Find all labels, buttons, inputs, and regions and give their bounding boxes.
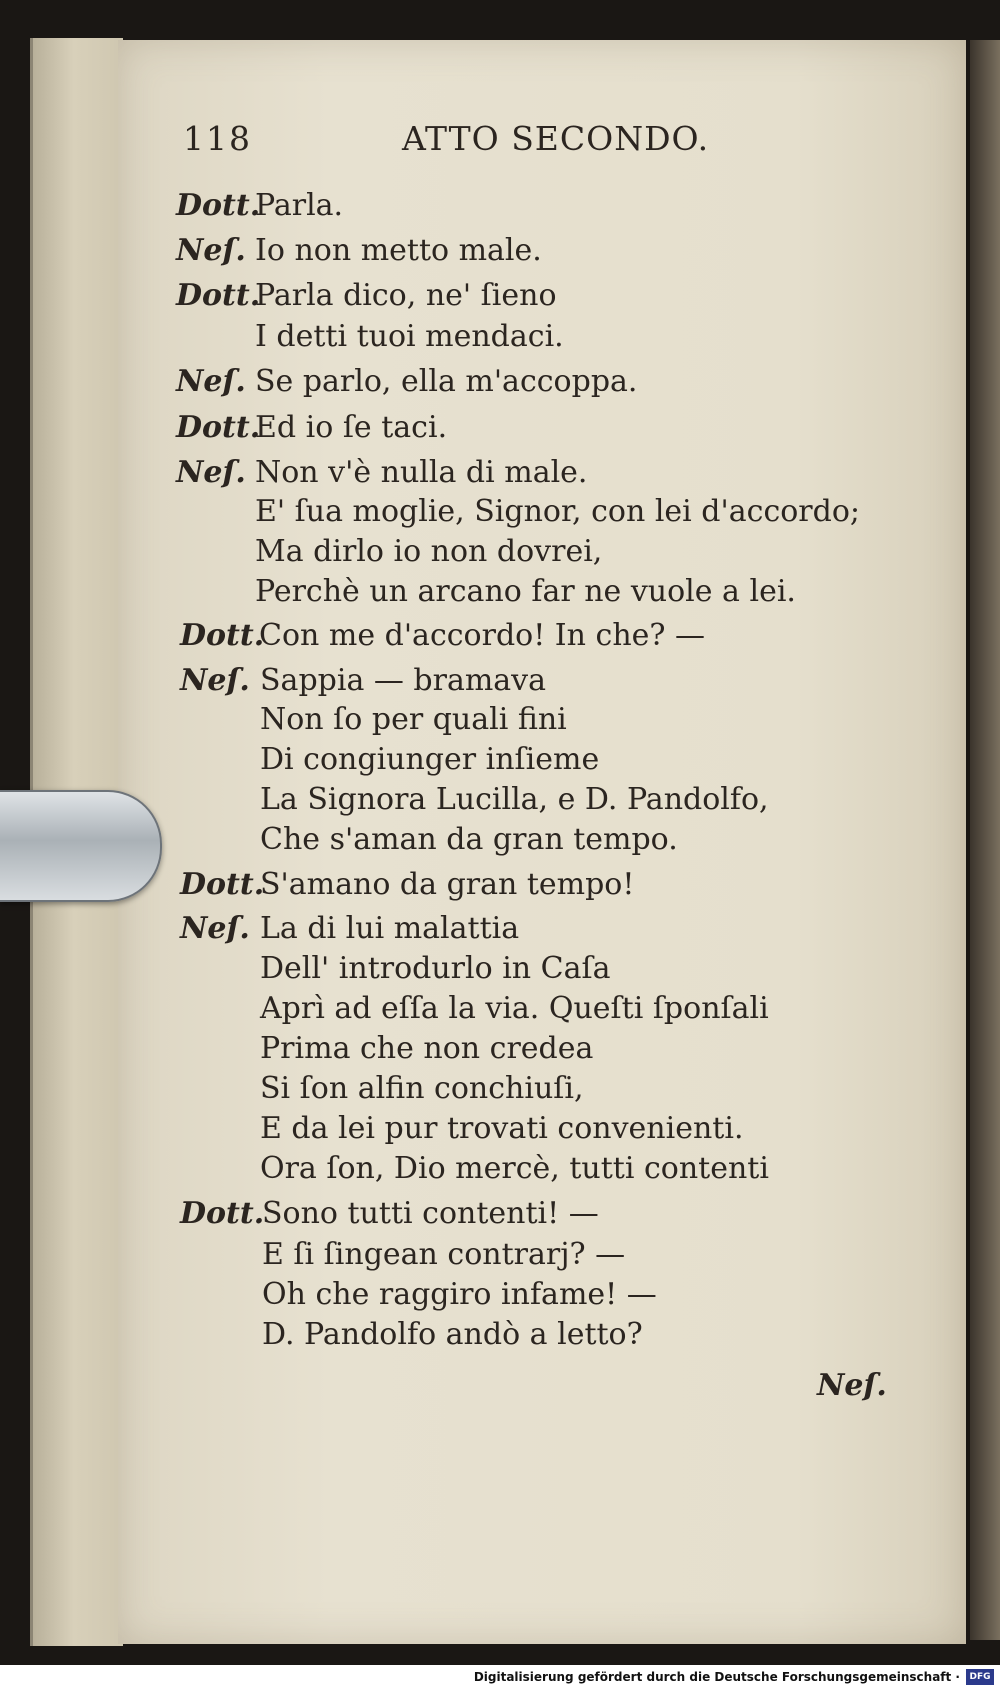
- dialogue-line: Si ſon alfin conchiuſi,: [260, 1071, 584, 1106]
- dialogue-line: Non ſo per quali fini: [260, 702, 567, 737]
- dfg-logo: DFG: [966, 1669, 994, 1685]
- dialogue-line: I detti tuoi mendaci.: [255, 319, 564, 354]
- catchword: Neſ.: [817, 1368, 887, 1403]
- speaker-label: Dott.: [180, 867, 265, 902]
- bookmark-clip: [0, 790, 162, 902]
- dialogue-line: Parla dico, ne' ſieno: [255, 278, 557, 313]
- dialogue-line: Perchè un arcano far ne vuole a lei.: [255, 574, 796, 609]
- running-title: ATTO SECONDO.: [402, 119, 710, 158]
- speaker-label: Dott.: [176, 410, 261, 445]
- dialogue-line: Non v'è nulla di male.: [255, 455, 588, 490]
- footer-bar: [0, 1665, 1000, 1692]
- dialogue-line: La di lui malattia: [260, 911, 520, 946]
- dialogue-line: E ſi ſingean contrarj? —: [262, 1237, 626, 1272]
- facing-page-edge: [970, 40, 1000, 1640]
- dialogue-line: Sono tutti contenti! —: [262, 1196, 599, 1231]
- speaker-label: Neſ.: [176, 455, 246, 490]
- dialogue-line: E' ſua moglie, Signor, con lei d'accordo;: [255, 494, 861, 529]
- dialogue-line: Io non metto male.: [255, 233, 542, 268]
- dialogue-line: Ed io ſe taci.: [255, 410, 448, 445]
- dialogue-line: Prima che non credea: [260, 1031, 594, 1066]
- speaker-label: Dott.: [180, 618, 265, 653]
- page-number: 118: [183, 119, 252, 158]
- dialogue-line: Parla.: [255, 188, 344, 223]
- speaker-label: Neſ.: [180, 663, 250, 698]
- dialogue-line: S'amano da gran tempo!: [260, 867, 635, 902]
- dialogue-line: D. Pandolfo andò a letto?: [262, 1317, 643, 1352]
- speaker-label: Neſ.: [176, 364, 246, 399]
- dialogue-line: Ma dirlo io non dovrei,: [255, 534, 603, 569]
- dialogue-line: Aprì ad eſſa la via. Queſti ſponſali: [260, 991, 769, 1026]
- dialogue-line: Ora ſon, Dio mercè, tutti contenti: [260, 1151, 769, 1186]
- dialogue-line: Con me d'accordo! In che? —: [259, 618, 706, 653]
- funding-credit: Digitalisierung gefördert durch die Deutsche Forschungsgemeinschaft ·: [473, 1670, 960, 1684]
- dialogue-line: Di congiunger inſieme: [260, 742, 600, 777]
- speaker-label: Dott.: [176, 278, 261, 313]
- speaker-label: Dott.: [180, 1196, 265, 1231]
- dialogue-line: E da lei pur trovati convenienti.: [260, 1111, 744, 1146]
- dialogue-line: Se parlo, ella m'accoppa.: [255, 364, 638, 399]
- dialogue-line: Che s'aman da gran tempo.: [260, 822, 678, 857]
- dialogue-line: La Signora Lucilla, e D. Pandolfo,: [260, 782, 769, 817]
- dialogue-line: Oh che raggiro infame! —: [262, 1277, 657, 1312]
- speaker-label: Neſ.: [176, 233, 246, 268]
- speaker-label: Neſ.: [180, 911, 250, 946]
- dialogue-line: Dell' introdurlo in Caſa: [260, 951, 611, 986]
- speaker-label: Dott.: [176, 188, 261, 223]
- dialogue-line: Sappia — bramava: [260, 663, 546, 698]
